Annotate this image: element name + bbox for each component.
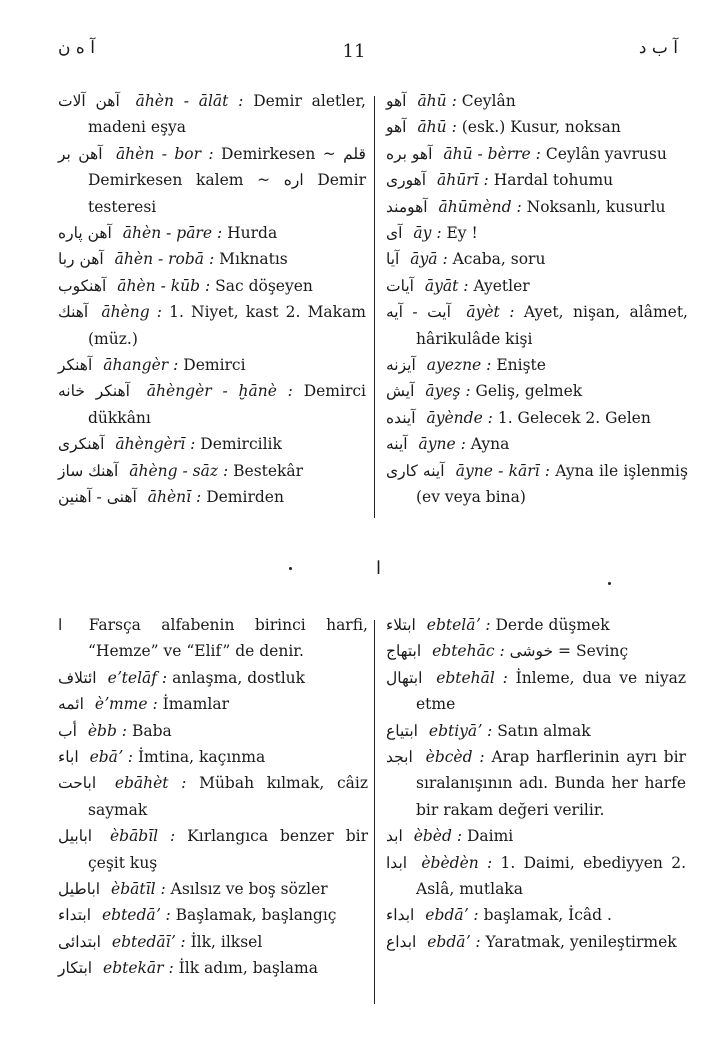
dictionary-entry [58,744,368,770]
column-bottom-right [386,612,686,955]
definition: Arap harflerinin ayrı bir sıralanışının adı. Bunda her harfe bir rakam değeri verilir. [416,748,686,819]
definition: Demircilik [200,435,282,454]
definition: Demirkesen ~ قلم Demirkesen kalem ~ اره Demir testeresi [88,144,366,216]
column-divider-bottom [374,620,375,1004]
dictionary-entry [58,246,366,272]
transliteration: āy : [413,224,442,243]
definition: İlk, ilksel [190,932,263,951]
dictionary-entry [386,220,688,246]
arabic-headword: آهنكوب [58,276,107,295]
dictionary-entry [386,458,688,511]
arabic-headword: ا [58,616,63,634]
arabic-headword: آينده [386,408,416,427]
definition: Ceylân [461,92,516,110]
definition: İmamlar [162,695,229,714]
dictionary-entry [58,273,366,299]
arabic-headword: آيا [386,250,400,269]
page-number: 11 [342,41,366,62]
transliteration: èbcèd : [425,748,485,767]
definition: Acaba, soru [452,250,546,269]
definition: خوشى = Sevinç [509,642,629,661]
transliteration: āhèng : [101,303,162,322]
transliteration: èbèdèn : [421,853,493,872]
arabic-headword: آيات [386,276,414,295]
dictionary-entry [386,718,686,744]
definition: Kırlangıca benzer bir çeşit kuş [88,827,368,872]
dictionary-entry [386,246,688,272]
transliteration: āyènde : [426,408,493,427]
arabic-headword: ابتداء [58,906,92,925]
arabic-headword: ابتدائى [58,932,101,951]
dictionary-entry [58,691,368,717]
arabic-headword: ابد [386,827,403,846]
definition: Mıknatıs [219,250,288,269]
transliteration: āyne - kārī : [455,461,551,480]
definition: 1. Gelecek 2. Gelen [497,408,651,427]
arabic-headword: آهن بر [58,144,103,163]
dictionary-entry [58,484,366,510]
transliteration: ebtelāʼ : [426,616,491,634]
arabic-headword: آهو [386,92,407,110]
column-bottom-left [58,612,368,982]
transliteration: eʼtelāf : [107,668,168,687]
arabic-headword: آهنك [58,303,89,322]
dictionary-entry [386,114,688,140]
arabic-headword: آهن ربا [58,250,104,269]
definition: anlaşma, dostluk [172,668,306,687]
definition: Mübah kılmak, câiz saymak [88,774,368,819]
arabic-headword: آهنكر [58,356,93,375]
definition: İnleme, dua ve niyaz etme [416,668,687,714]
transliteration: āhèngèrī : [115,435,196,454]
transliteration: āyeş : [425,382,471,401]
dictionary-entry [58,220,366,246]
arabic-headword: آهن آلات [58,92,120,110]
dictionary-entry [386,665,686,718]
definition: Asılsız ve boş sözler [170,880,328,899]
ornament-dot [289,567,292,570]
definition: 1. Niyet, kast 2. Makam (müz.) [88,303,367,348]
dictionary-entry [386,612,686,638]
dictionary-entry [58,929,368,955]
running-head-right: آ ب د [638,38,678,58]
dictionary-entry [58,876,368,902]
arabic-headword: ابدا [386,853,408,872]
arabic-headword: اباطيل [58,880,101,899]
dictionary-entry [58,902,368,928]
transliteration: èbātīl : [111,880,166,899]
dictionary-entry [386,929,686,955]
definition: Ceylân yavrusu [545,144,667,163]
transliteration: ebtiyāʼ : [428,721,493,740]
definition: Demirci [183,356,246,375]
definition: Noksanlı, kusurlu [526,197,666,216]
arabic-headword: ابداء [386,906,415,925]
dictionary-entry [58,299,366,352]
transliteration: ebtedāʼ : [101,906,171,925]
definition: Demir aletler, madeni eşya [88,92,366,137]
transliteration: āhūmènd : [438,197,522,216]
dictionary-entry [58,770,368,823]
dictionary-entry [386,431,688,457]
definition: 1. Daimi, ebediyyen 2. Aslâ, mutlaka [416,853,686,899]
definition: Geliş, gelmek [475,382,583,401]
definition: Demirci dükkânı [88,382,366,427]
transliteration: āhūrī : [437,171,489,190]
definition: İlk adım, başlama [178,959,318,978]
transliteration: āhèn - kūb : [117,276,211,295]
definition: Ayna ile işlenmiş (ev veya bina) [416,461,688,507]
arabic-headword: آهنكرى [58,435,105,454]
arabic-headword: آهو [386,118,407,137]
transliteration: āyāt : [424,276,469,295]
arabic-headword: آهومند [386,197,428,216]
definition: Sac döşeyen [215,276,313,295]
dictionary-entry [386,88,688,114]
definition: Derde düşmek [495,616,610,634]
dictionary-entry [386,744,686,823]
arabic-headword: آيت - آيه [386,303,451,322]
transliteration: ebtehāc : [432,642,505,661]
arabic-headword: آهن پاره [58,224,112,243]
definition: Satın almak [497,721,591,740]
definition: Farsça alfabenin birinci harfi, “Hemze” ve “Elif” de denir. [88,616,368,661]
dictionary-entry [386,378,688,404]
dictionary-entry [58,718,368,744]
dictionary-entry [386,405,688,431]
transliteration: èbb : [87,721,128,740]
section-letter: ا [376,558,382,579]
transliteration: āhū - bèrre : [443,144,541,163]
definition: Baba [131,721,172,740]
definition: Ayet, nişan, alâmet, hârikulâde kişi [416,303,688,348]
column-top-left [58,88,366,511]
definition: Ayetler [473,276,530,295]
transliteration: ayezne : [426,356,492,375]
arabic-headword: ابتكار [58,959,93,978]
arabic-headword: ابتلاء [386,616,416,634]
column-divider-top [374,96,375,518]
dictionary-entry [58,955,368,981]
dictionary-entry [58,823,368,876]
dictionary-entry [386,902,686,928]
arabic-headword: آهنك ساز [58,461,119,480]
arabic-headword: ابجد [386,748,413,767]
arabic-headword: آهنكر خانه [58,382,130,401]
transliteration: ebāʼ : [89,748,133,767]
dictionary-entry [386,273,688,299]
definition: Başlamak, başlangıç [175,906,337,925]
definition: Ey ! [446,224,478,243]
transliteration: āhèn - pāre : [122,224,223,243]
transliteration: ebdāʼ : [427,932,481,951]
dictionary-entry [386,141,688,167]
arabic-headword: ائمه [58,695,84,714]
arabic-headword: ابابيل [58,827,93,846]
arabic-headword: آينه كارى [386,461,445,480]
transliteration: āyèt : [466,303,515,322]
transliteration: ebdāʼ : [425,906,479,925]
arabic-headword: آيزنه [386,356,416,375]
arabic-headword: آهنى - آهنين [58,488,137,507]
transliteration: āhènī : [147,488,202,507]
arabic-headword: اباحت [58,774,97,793]
definition: Enişte [496,356,546,375]
arabic-headword: آهورى [386,171,427,190]
arabic-headword: ابتهال [386,668,423,687]
transliteration: ebtekār : [103,959,174,978]
definition: Demirden [206,488,284,507]
transliteration: èʼmme : [94,695,158,714]
arabic-headword: آينه [386,435,408,454]
dictionary-entry [58,431,366,457]
arabic-headword: آيش [386,382,415,401]
definition: İmtina, kaçınma [137,748,266,767]
arabic-headword: اباء [58,748,79,767]
dictionary-entry [58,665,368,691]
transliteration: āhangèr : [103,356,179,375]
dictionary-entry [58,458,366,484]
dictionary-entry [58,352,366,378]
dictionary-entry [386,167,688,193]
arabic-headword: آهو بره [386,144,433,163]
dictionary-entry [386,194,688,220]
transliteration: āhèn - bor : [115,144,214,163]
definition: Hurda [227,224,278,243]
dictionary-entry [386,823,686,849]
arabic-headword: آى [386,224,403,243]
dictionary-entry [386,352,688,378]
column-top-right [386,88,688,511]
dictionary-entry [58,378,366,431]
dictionary-entry [58,141,366,220]
transliteration: āhèng - sāz : [129,461,229,480]
running-head-left: آ ه ن [58,38,95,58]
arabic-headword: ائتلاف [58,668,97,687]
definition: Bestekâr [233,461,304,480]
transliteration: āhū : [417,92,457,110]
definition: (esk.) Kusur, noksan [461,118,621,137]
transliteration: èbèd : [413,827,463,846]
definition: Hardal tohumu [493,171,614,190]
transliteration: āyā : [410,250,448,269]
arabic-headword: ابتياع [386,721,418,740]
ornament-dot [608,582,611,585]
arabic-headword: ابتهاج [386,642,422,661]
transliteration: āyne : [418,435,466,454]
arabic-headword: أب [58,721,77,740]
arabic-headword: ابداع [386,932,417,951]
transliteration: āhū : [417,118,457,137]
transliteration: èbābīl : [109,827,176,846]
transliteration: ebtedāīʼ : [111,932,186,951]
dictionary-entry [386,299,688,352]
transliteration: ebtehāl : [436,668,508,687]
definition: başlamak, İcâd . [483,906,612,925]
definition: Daimi [466,827,514,846]
definition: Ayna [470,435,510,454]
transliteration: āhèn - ālāt : [135,92,244,110]
definition: Yaratmak, yenileştirmek [485,932,677,951]
dictionary-entry [58,612,368,665]
transliteration: āhèn - robā : [114,250,215,269]
dictionary-entry [386,850,686,903]
dictionary-entry [58,88,366,141]
transliteration: āhèngèr - ḫānè : [146,382,293,401]
transliteration: ebāhèt : [114,774,187,793]
dictionary-entry [386,638,686,664]
